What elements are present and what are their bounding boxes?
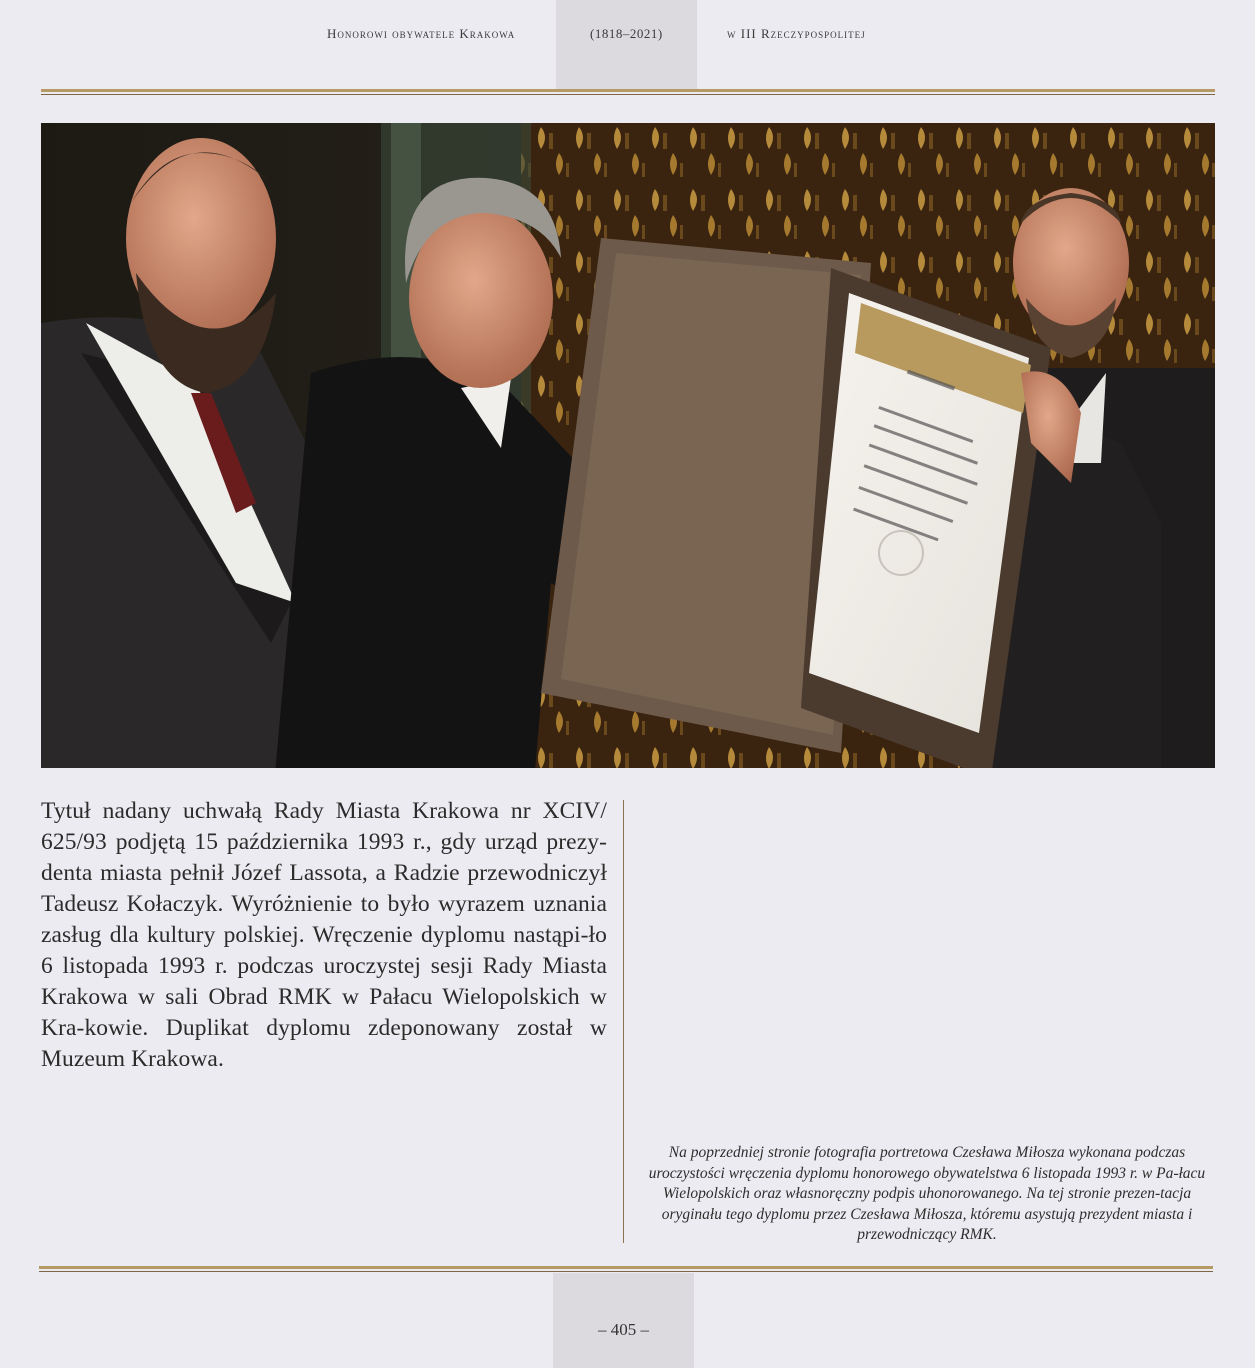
top-gold-rule	[41, 89, 1215, 95]
running-header-right: w III Rzeczypospolitej	[727, 26, 866, 41]
header-band	[556, 0, 697, 89]
photo-caption: Na poprzedniej stronie fotografia portretowa Czesława Miłosza wykonana podczas uroczystości wręczenia dyplomu honorowego obywatelstwa 6 listopada 1993 r. w Pa-łacu Wielopolskich oraz własnoręczny podpis uhonorowanego. Na tej stronie prezen-tacja oryginału tego dyplomu przez Czesława Miłosza, któremu asystują prezydent miasta i przewodniczący RMK.	[648, 1144, 1206, 1243]
page-number: – 405 –	[598, 1320, 649, 1339]
main-paragraph: Tytuł nadany uchwałą Rady Miasta Krakowa nr XCIV/ 625/93 podjętą 15 października 1993 r., gdy urząd prezy-denta miasta pełnił Józef Lassota, a Radzie przewodniczył Tadeusz Kołaczyk. Wyróżnienie to było wyrazem uznania zasług dla kultury polskiej. Wręczenie dyplomu nastąpi-ło 6 listopada 1993 r. podczas uroczystej sesji Rady Miasta Krakowa w sali Obrad RMK w Pałacu Wielopolskich w Kra-kowie. Duplikat dyplomu zdeponowany został w Muzeum Krakowa.	[41, 798, 607, 1072]
running-header-left: Honorowi obywatele Krakowa	[327, 26, 516, 41]
column-divider	[623, 800, 624, 1243]
presentation-photo	[41, 123, 1215, 768]
bottom-gold-rule	[39, 1266, 1213, 1272]
running-header-middle: (1818–2021)	[590, 26, 663, 41]
